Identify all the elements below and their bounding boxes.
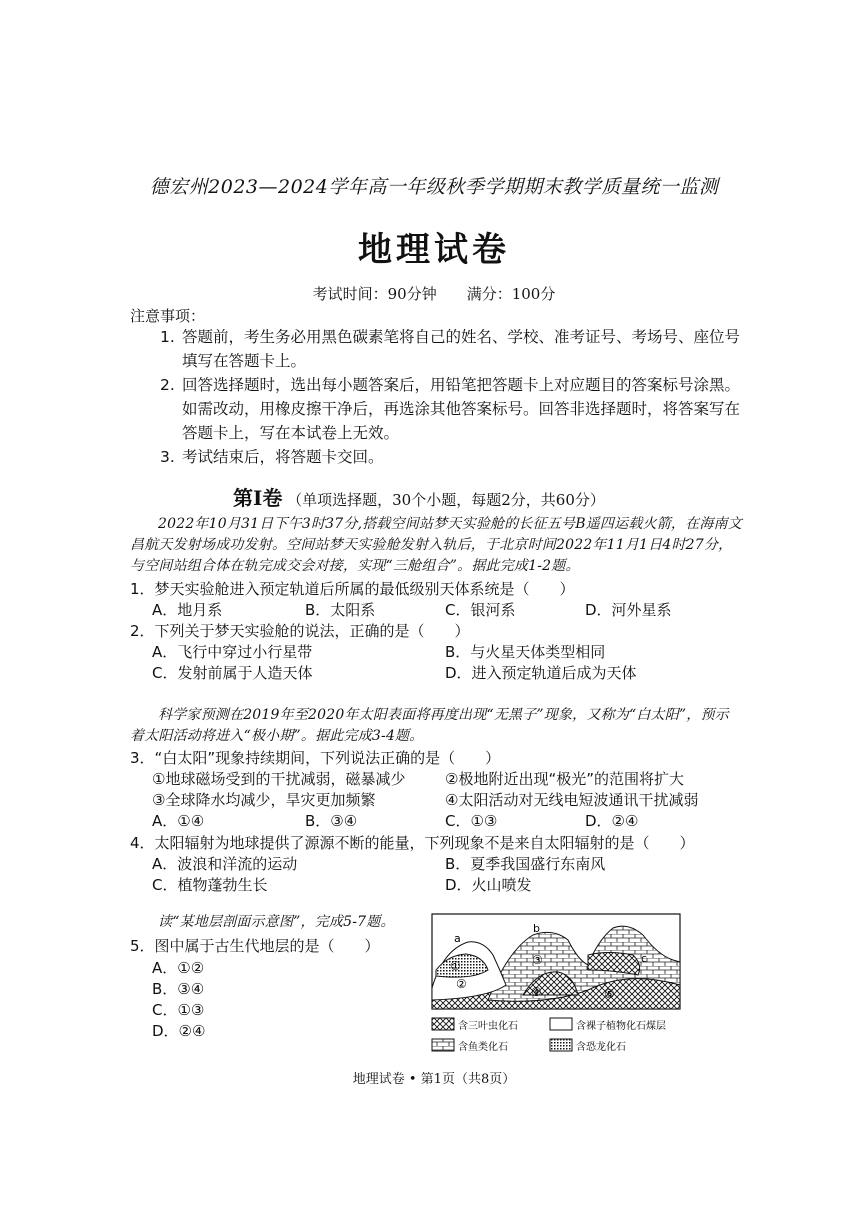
- q3-option-c: C．①③: [445, 812, 498, 830]
- q4-option-b: B．夏季我国盛行东南风: [445, 855, 606, 873]
- q3-statement-1: ①地球磁场受到的干扰减弱，磁暴减少: [152, 770, 406, 788]
- full-score: 满分：100分: [466, 285, 556, 303]
- page-title: 地理试卷: [358, 230, 510, 270]
- label-c: c: [641, 952, 648, 965]
- legend-swatch-trilobite: [432, 1018, 454, 1030]
- exam-time: 考试时间：90分钟: [312, 285, 437, 303]
- q3-option-b: B．③④: [305, 812, 358, 830]
- q5-option-b: B．③④: [152, 980, 205, 998]
- q4-option-c: C．植物蓬勃生长: [152, 876, 268, 894]
- notice-item-3: 3. 考试结束后，将答题卡交回。: [160, 448, 384, 466]
- question-1-stem: 1．梦天实验舱进入预定轨道后所属的最低级别天体系统是（ ）: [130, 580, 575, 598]
- passage-1: 2022年10月31日下午3时37分,搭载空间站梦天实验舱的长征五号B遥四运载火箭，在海南文昌航天发射场成功发射。空间站梦天实验舱发射入轨后，于北京时间2022年11月1日4时27分，与空间站组合体在轨完成交会对接，实现“三舱组合”。据此完成1-2题。: [130, 516, 742, 574]
- label-1: ①: [450, 959, 461, 973]
- label-5: ⑤: [604, 987, 615, 1001]
- notice-heading: 注意事项：: [130, 307, 206, 325]
- q4-option-d: D．火山喷发: [445, 876, 532, 894]
- q2-option-a: A．飞行中穿过小行星带: [152, 643, 313, 661]
- notice-item-1: 1. 答题前，考生务必用黑色碳素笔将自己的姓名、学校、准考证号、考场号、座位号 填写在答题卡上。: [160, 328, 741, 370]
- question-4-stem: 4．太阳辐射为地球提供了源源不断的能量，下列现象不是来自太阳辐射的是（ ）: [130, 834, 695, 852]
- q3-statement-3: ③全球降水均减少，旱灾更加频繁: [152, 791, 376, 809]
- question-3-stem: 3．“白太阳”现象持续期间，下列说法正确的是（ ）: [130, 749, 501, 767]
- q5-option-a: A．①②: [152, 959, 205, 977]
- section-heading: 第Ⅰ卷 （单项选择题，30个小题，每题2分，共60分）: [233, 486, 605, 510]
- q3-statement-2: ②极地附近出现“极光”的范围将扩大: [445, 770, 684, 788]
- q1-option-a: A．地月系: [152, 601, 223, 619]
- question-2-stem: 2．下列关于梦天实验舱的说法，正确的是（ ）: [130, 622, 470, 640]
- q3-option-d: D．②④: [585, 812, 639, 830]
- label-4: ④: [531, 985, 542, 999]
- page-footer: 地理试卷 • 第1页（共8页）: [352, 1072, 516, 1087]
- passage-3: 读“某地层剖面示意图”，完成5-7题。: [158, 914, 395, 930]
- label-3: ③: [532, 953, 543, 967]
- q2-option-b: B．与火星天体类型相同: [445, 643, 606, 661]
- exam-header: 德宏州2023—2024学年高一年级秋季学期期末教学质量统一监测: [149, 176, 719, 198]
- q3-option-a: A．①④: [152, 812, 205, 830]
- strata-profile-figure: [428, 910, 688, 1060]
- q2-option-d: D．进入预定轨道后成为天体: [445, 664, 637, 682]
- exam-meta: [0, 283, 868, 304]
- label-b: b: [533, 922, 540, 935]
- label-a: a: [454, 932, 461, 945]
- q1-option-b: B．太阳系: [305, 601, 376, 619]
- question-5-stem: 5．图中属于古生代地层的是（ ）: [130, 937, 380, 955]
- legend-fish: 含鱼类化石: [458, 1042, 508, 1053]
- legend-swatch-dinosaur: [550, 1039, 572, 1051]
- legend-trilobite: 含三叶虫化石: [458, 1021, 518, 1032]
- legend-swatch-fish: [432, 1039, 454, 1051]
- q5-option-c: C．①③: [152, 1001, 205, 1019]
- q1-option-c: C．银河系: [445, 601, 516, 619]
- passage-2: 科学家预测在2019年至2020年太阳表面将再度出现“无黑子”现象，又称为“白太阳”，预示着太阳活动将进入“极小期”。据此完成3-4题。: [130, 707, 729, 744]
- q4-option-a: A．波浪和洋流的运动: [152, 855, 298, 873]
- legend-coal: 含裸子植物化石煤层: [576, 1021, 666, 1032]
- label-2: ②: [456, 977, 467, 991]
- legend-dinosaur: 含恐龙化石: [576, 1042, 626, 1053]
- notice-item-2: 2. 回答选择题时，选出每小题答案后，用铅笔把答题卡上对应题目的答案标号涂黑。 如需改动，用橡皮擦干净后，再选涂其他答案标号。回答非选择题时，将答案写在 答题卡上，写在本试卷上无效。: [160, 376, 741, 442]
- q2-option-c: C．发射前属于人造天体: [152, 664, 313, 682]
- q3-statement-4: ④太阳活动对无线电短波通讯干扰减弱: [445, 791, 699, 809]
- legend-swatch-coal: [550, 1018, 572, 1030]
- q5-option-d: D．②④: [152, 1022, 206, 1040]
- q1-option-d: D．河外星系: [585, 601, 672, 619]
